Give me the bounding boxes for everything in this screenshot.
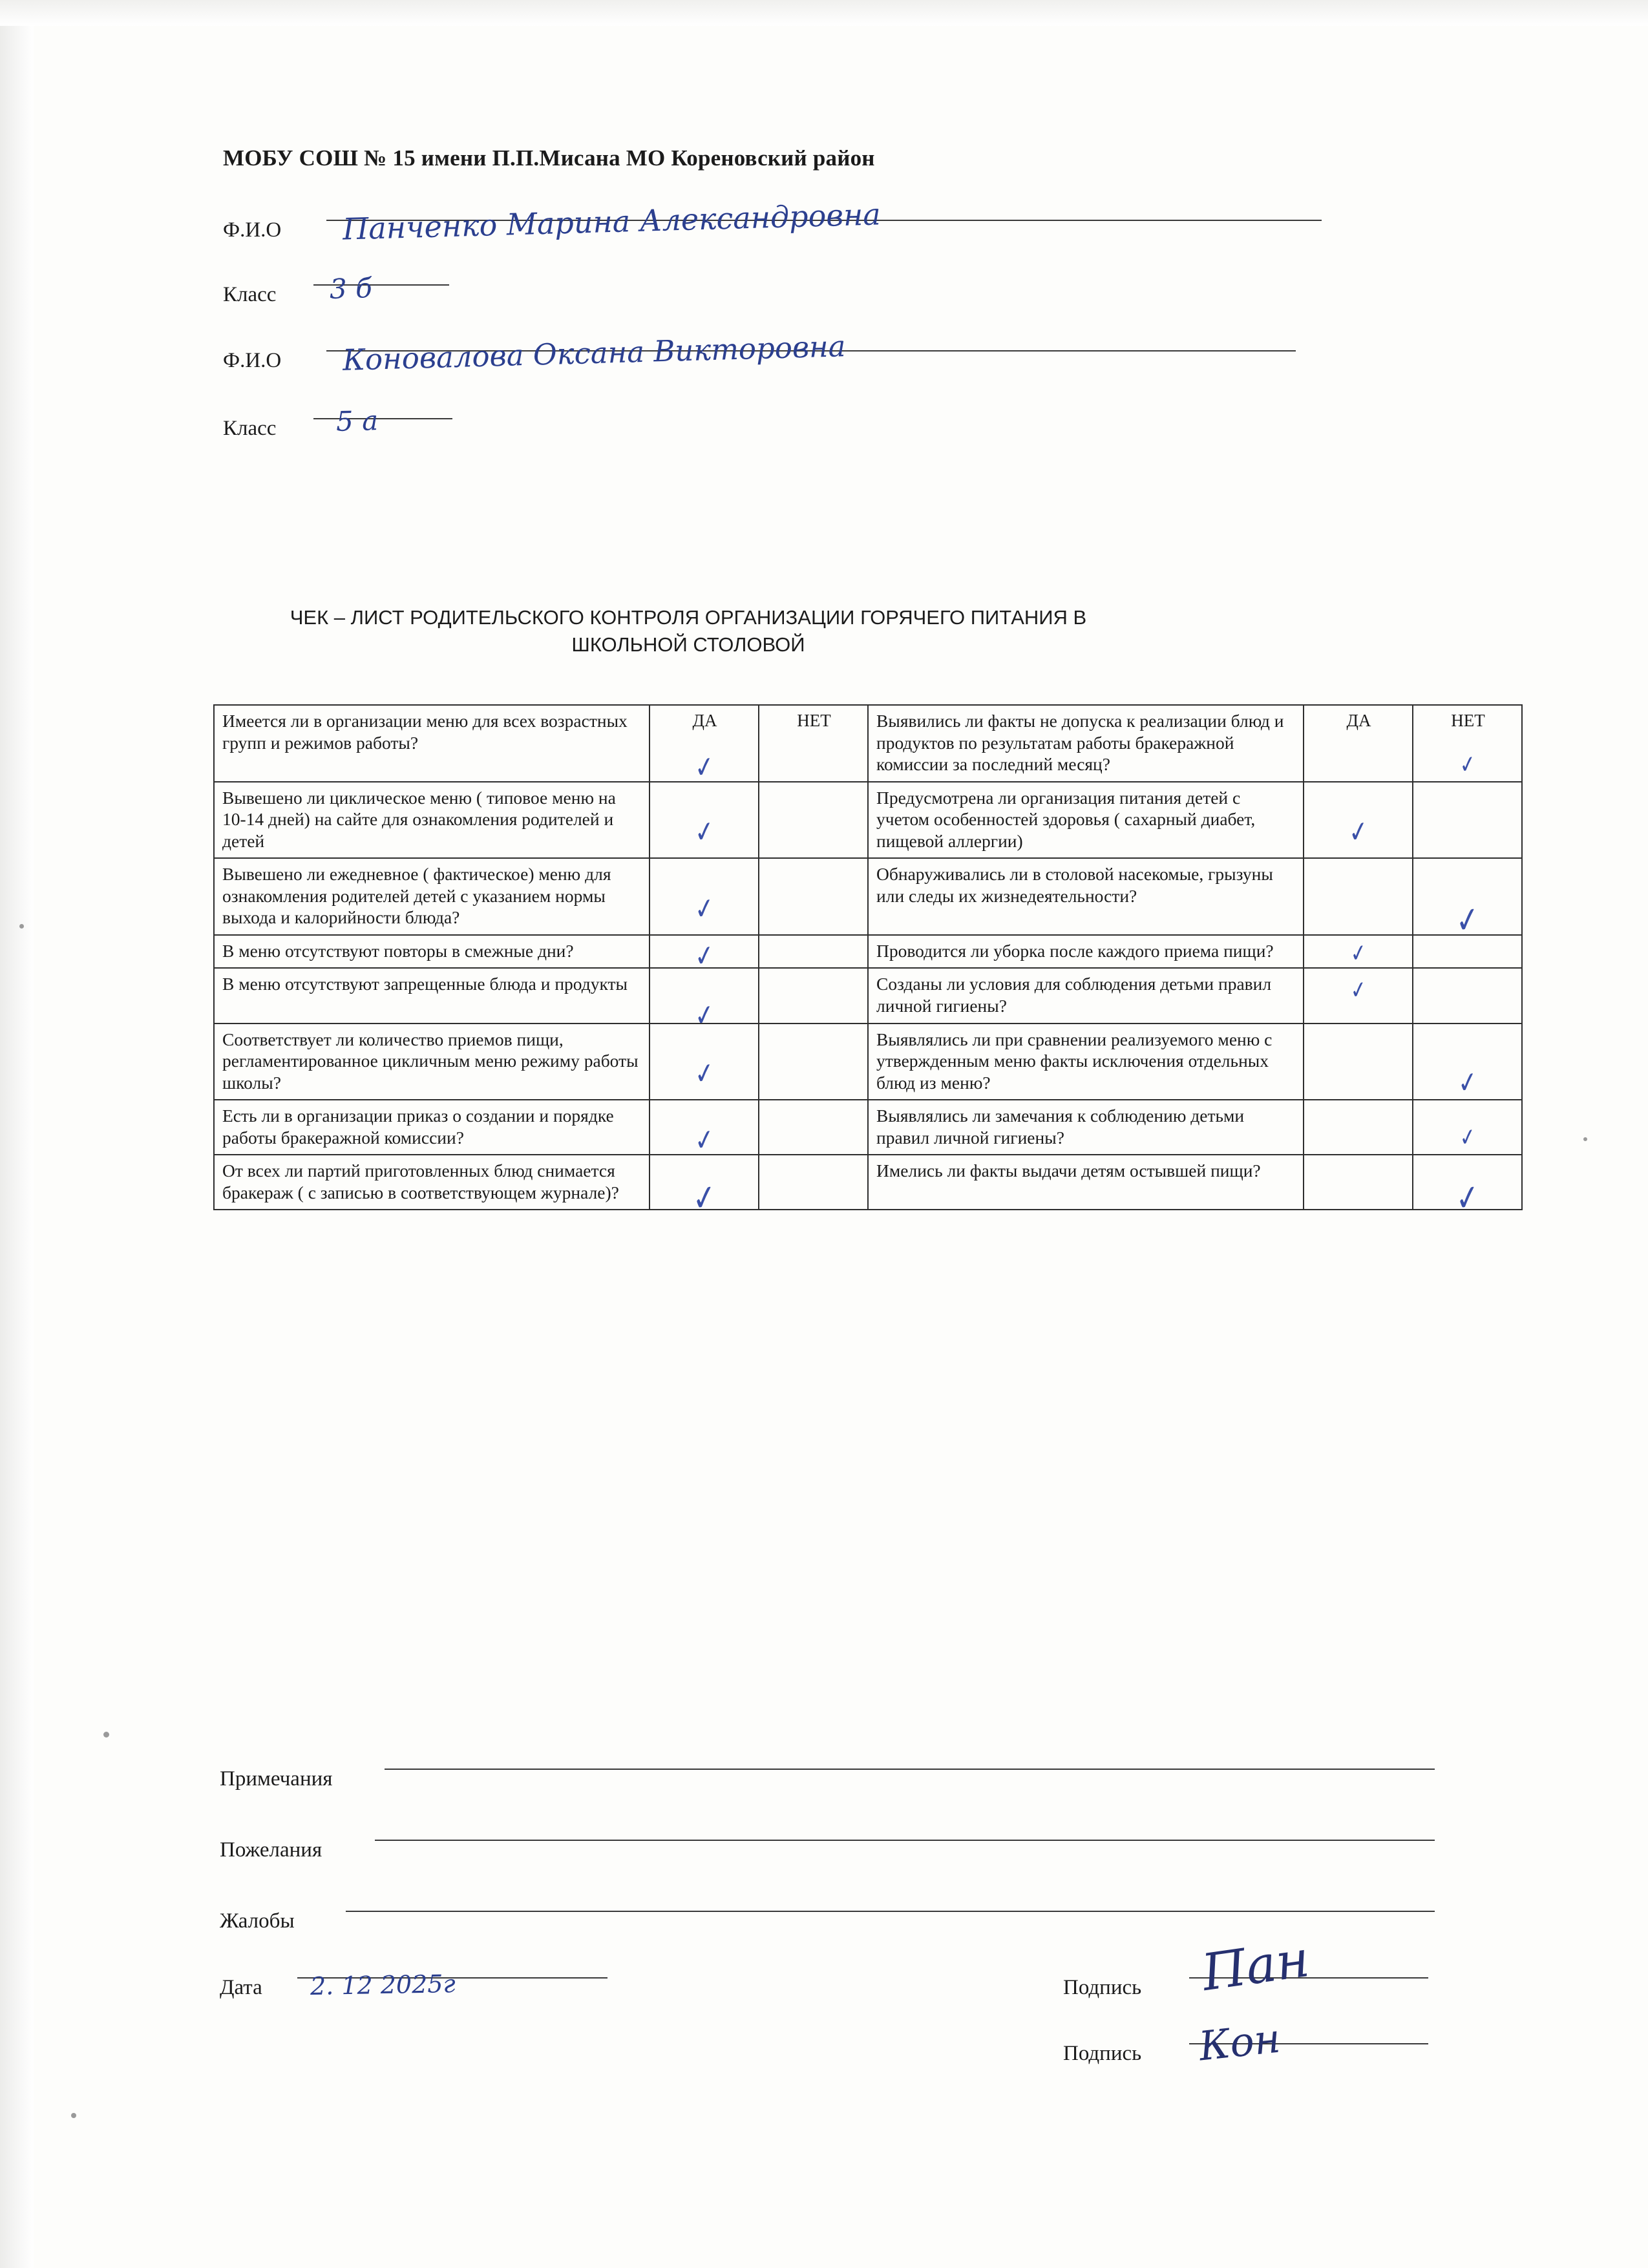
checklist-heading: ЧЕК – ЛИСТ РОДИТЕЛЬСКОГО КОНТРОЛЯ ОРГАНИЗАЦИИ ГОРЯЧЕГО ПИТАНИЯ В ШКОЛЬНОЙ СТОЛОВОЙ — [290, 606, 1087, 656]
left-no-cell[interactable] — [759, 858, 868, 935]
left-question: Вывешено ли циклическое меню ( типовое меню на 10-14 дней) на сайте для ознакомления родителей и детей — [214, 782, 650, 859]
table-row — [214, 782, 1522, 859]
right-yes-header: ДА — [1304, 705, 1413, 782]
signature-label-1: Подпись — [1063, 1976, 1142, 1999]
left-question: Соответствует ли количество приемов пищи, регламентированное цикличным меню режиму работы школы? — [214, 1024, 650, 1100]
left-yes-header: ДА ✓ — [650, 705, 759, 782]
right-question: Имелись ли факты выдачи детям остывшей пищи? — [868, 1155, 1304, 1210]
right-yes-tick: ✓ — [1348, 938, 1368, 969]
signature-handwriting-1: Пан — [1198, 1929, 1313, 2003]
right-no-cell[interactable] — [1413, 1024, 1522, 1100]
scan-speck — [1583, 1137, 1587, 1141]
right-question: Выявлялись ли замечания к соблюдению детьми правил личной гигиены? — [868, 1100, 1304, 1155]
left-yes-tick: ✓ — [692, 890, 716, 927]
right-yes-cell[interactable] — [1304, 1024, 1413, 1100]
left-yes-tick: ✓ — [692, 1121, 716, 1159]
right-no-tick: ✓ — [1453, 898, 1482, 943]
right-question: Предусмотрена ли организация питания детей с учетом особенностей здоровья ( сахарный диабет, пищевой аллергии) — [868, 782, 1304, 859]
left-question: В меню отсутствуют запрещенные блюда и продукты — [214, 968, 650, 1023]
right-question: Выявились ли факты не допуска к реализации блюд и продуктов по результатам работы бракеражной комиссии за последний месяц? — [868, 705, 1304, 782]
left-yes-tick: ✓ — [692, 813, 716, 850]
date-label: Дата — [220, 1976, 262, 1999]
right-no-header: НЕТ ✓ — [1413, 705, 1522, 782]
fio-label-2: Ф.И.О — [223, 349, 282, 372]
checklist-table — [213, 704, 1523, 1221]
right-no-cell[interactable] — [1413, 1155, 1522, 1221]
left-no-cell[interactable] — [759, 1100, 868, 1155]
scan-speck — [71, 2113, 76, 2118]
right-yes-cell[interactable] — [1304, 1100, 1413, 1155]
left-yes-tick: ✓ — [692, 937, 716, 974]
left-no-cell[interactable] — [759, 968, 868, 1023]
left-no-cell[interactable] — [759, 1155, 868, 1210]
class-label-1: Класс — [223, 283, 277, 306]
table-row — [214, 1155, 1522, 1210]
table-row — [214, 1100, 1522, 1155]
right-no-cell[interactable] — [1413, 968, 1522, 1023]
class-rule-2 — [313, 418, 452, 419]
left-no-cell[interactable] — [759, 935, 868, 969]
right-question: Проводится ли уборка после каждого приема пищи? — [868, 935, 1304, 969]
right-no-tick: ✓ — [1457, 750, 1477, 780]
wishes-label: Пожелания — [220, 1838, 322, 1862]
right-no-cell[interactable] — [1413, 935, 1522, 969]
right-yes-cell[interactable] — [1304, 782, 1413, 859]
left-no-header: НЕТ — [759, 705, 868, 782]
right-yes-cell[interactable] — [1304, 858, 1413, 935]
table-row — [214, 935, 1522, 969]
notes-label: Примечания — [220, 1767, 333, 1790]
right-yes-tick: ✓ — [1348, 974, 1368, 1005]
fio-handwriting-1: Панченко Марина Александровна — [342, 196, 882, 247]
right-question: Созданы ли условия для соблюдения детьми правил личной гигиены? — [868, 968, 1304, 1023]
left-yes-cell[interactable] — [650, 968, 759, 1034]
page-title: МОБУ СОШ № 15 имени П.П.Мисана МО Кореновский район — [223, 145, 875, 171]
right-no-cell[interactable] — [1413, 782, 1522, 859]
right-no-cell[interactable] — [1413, 858, 1522, 943]
left-yes-tick: ✓ — [692, 748, 716, 786]
left-yes-tick: ✓ — [692, 1055, 716, 1092]
right-yes-tick: ✓ — [1346, 813, 1370, 850]
left-question: В меню отсутствуют повторы в смежные дни? — [214, 935, 650, 969]
right-no-tick: ✓ — [1453, 1175, 1482, 1221]
right-no-tick: ✓ — [1457, 1122, 1477, 1153]
right-no-cell[interactable] — [1413, 1100, 1522, 1155]
left-yes-cell[interactable] — [650, 935, 759, 974]
class-handwriting-1: 3 б — [329, 272, 373, 305]
left-yes-cell[interactable] — [650, 858, 759, 935]
left-question: Вывешено ли ежедневное ( фактическое) меню для ознакомления родителей детей с указанием нормы выхода и калорийности блюда? — [214, 858, 650, 935]
complaints-rule — [346, 1911, 1435, 1912]
right-question: Обнаруживались ли в столовой насекомые, грызуны или следы их жизнедеятельности? — [868, 858, 1304, 935]
class-label-2: Класс — [223, 417, 277, 440]
signature-label-2: Подпись — [1063, 2042, 1142, 2065]
table-row — [214, 968, 1522, 1023]
left-question: От всех ли партий приготовленных блюд снимается бракераж ( с записью в соответствующем журнале)? — [214, 1155, 650, 1210]
right-no-tick: ✓ — [1455, 1064, 1479, 1101]
scan-speck — [19, 924, 24, 929]
wishes-rule — [375, 1840, 1435, 1841]
class-handwriting-2: 5 а — [335, 404, 379, 437]
left-question: Есть ли в организации приказ о создании и порядке работы бракеражной комиссии? — [214, 1100, 650, 1155]
right-question: Выявлялись ли при сравнении реализуемого меню с утвержденным меню факты исключения отдельных блюд из меню? — [868, 1024, 1304, 1100]
date-handwriting: 2. 12 2025г — [310, 1969, 456, 2000]
left-yes-tick: ✓ — [690, 1175, 719, 1221]
right-yes-cell[interactable] — [1304, 1155, 1413, 1210]
left-question: Имеется ли в организации меню для всех возрастных групп и режимов работы? — [214, 705, 650, 782]
left-no-cell[interactable] — [759, 782, 868, 859]
right-yes-cell[interactable] — [1304, 935, 1413, 969]
fio-handwriting-2: Коновалова Оксана Викторовна — [342, 329, 847, 377]
scan-speck — [103, 1732, 109, 1738]
table-row — [214, 1024, 1522, 1100]
scan-edge-top — [0, 0, 1648, 26]
complaints-label: Жалобы — [220, 1909, 295, 1933]
fio-label-1: Ф.И.О — [223, 218, 282, 242]
notes-rule — [385, 1769, 1435, 1770]
left-yes-cell[interactable] — [650, 782, 759, 859]
right-yes-cell[interactable] — [1304, 968, 1413, 1023]
signature-handwriting-2: Кон — [1196, 2014, 1283, 2070]
left-yes-tick: ✓ — [692, 996, 716, 1034]
table-row — [214, 858, 1522, 935]
left-yes-cell[interactable] — [650, 1100, 759, 1159]
scan-edge-left — [0, 0, 34, 2268]
left-yes-cell[interactable] — [650, 1155, 759, 1221]
left-yes-cell[interactable] — [650, 1024, 759, 1100]
table-row — [214, 705, 1522, 782]
left-no-cell[interactable] — [759, 1024, 868, 1100]
